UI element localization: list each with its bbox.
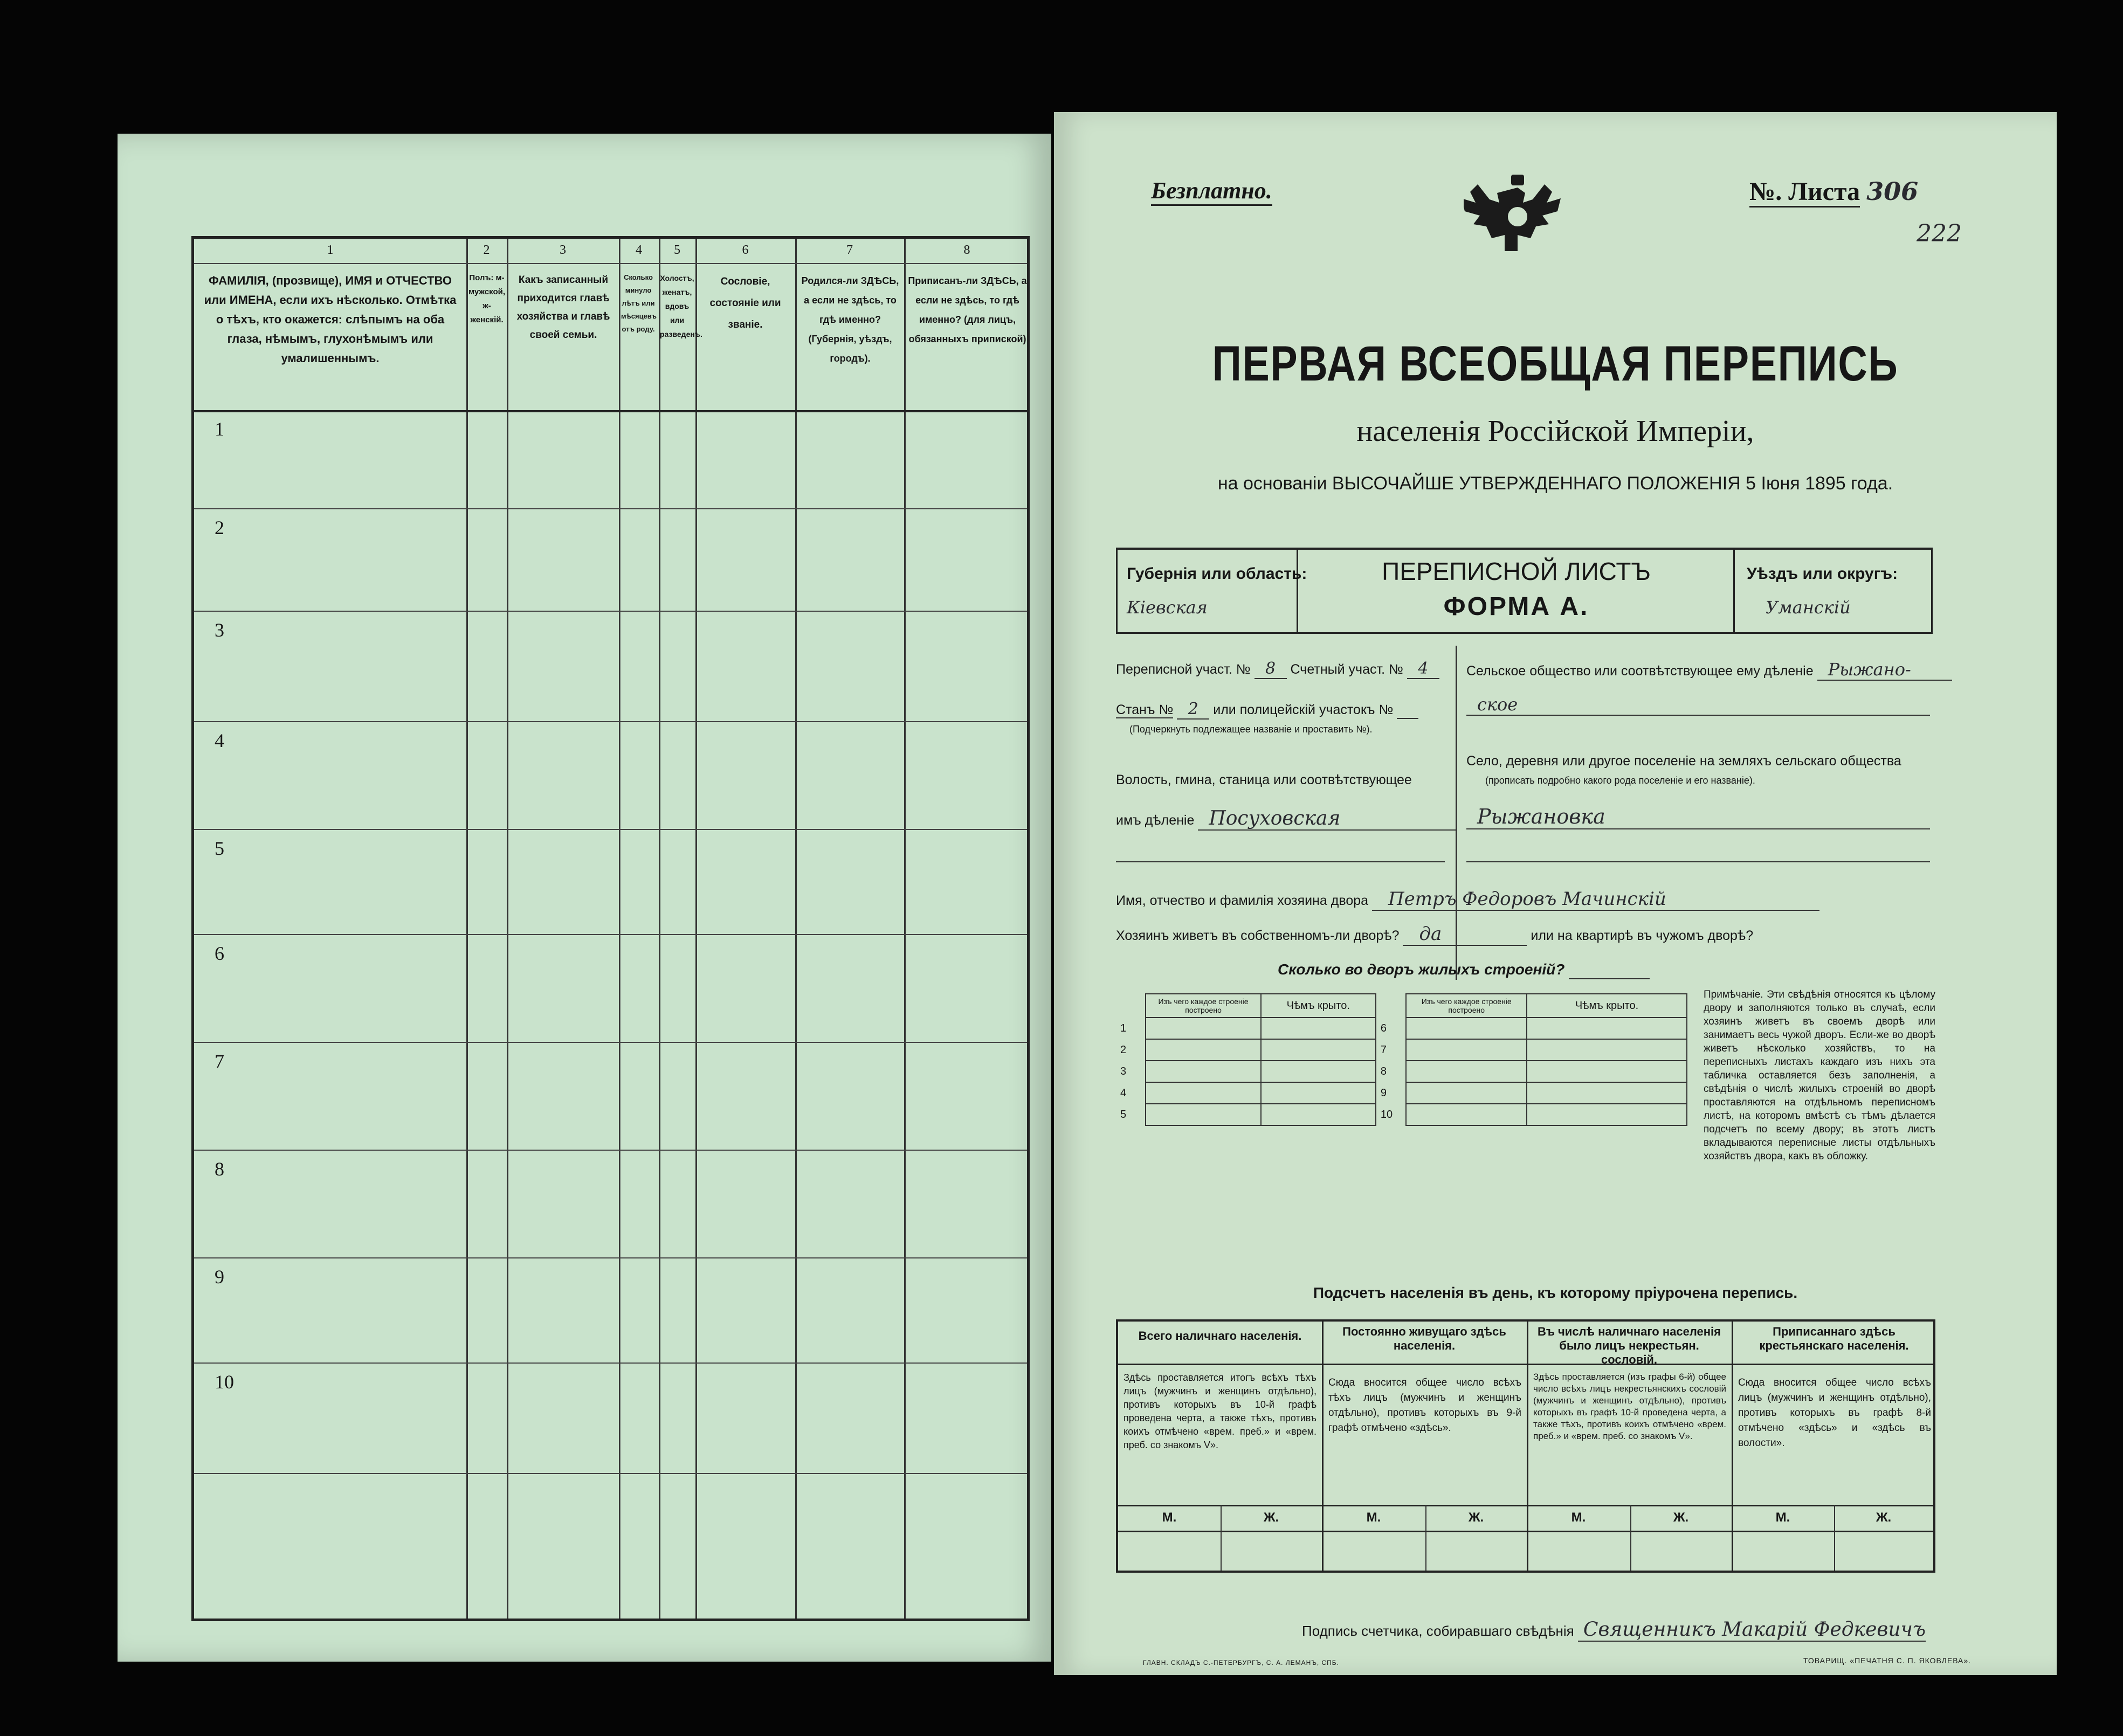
header-box-divider (1733, 548, 1735, 634)
sheet-number-alt: 222 (1917, 220, 1962, 247)
society-value-2: ское (1466, 694, 1930, 716)
gubernia-label: Губернія или область: (1127, 565, 1307, 583)
table-row (1116, 1082, 1687, 1104)
column-header-estate: Сословіе, состояніе или званіе. (709, 276, 781, 330)
police-field (1397, 702, 1418, 719)
row-number: 7 (215, 1050, 224, 1072)
row-line (194, 934, 1027, 935)
column-header-name: ФАМИЛІЯ, (прозвище), ИМЯ и ОТЧЕСТВО или ИМЕНА, если ихъ нѣсколько. Отмѣтка о тѣхъ, кто окажется: слѣпымъ на оба глаза, нѣмымъ, глухонѣмымъ или умалишеннымъ. (204, 274, 457, 365)
summary-rule (1118, 1505, 1933, 1506)
summary-desc-permanent: Сюда вносится общее число всѣхъ тѣхъ лицъ (мужчинъ и женщинъ отдѣльно), противъ которыхъ въ 9-й графѣ отмѣчено «здѣсь». (1328, 1377, 1521, 1434)
village-value: Рыжановка (1466, 805, 1930, 829)
census-district-value: 8 (1254, 659, 1287, 679)
sheet-form: ФОРМА А. (1443, 592, 1589, 621)
summary-desc-total: Здѣсь проставляется итогъ всѣхъ тѣхъ лицъ (мужчинъ и женщинъ отдѣльно), противъ которыхъ въ 10-й графѣ проведена черта, а также тѣхъ, противъ коихъ отмѣчено «врем. преб.» и «врем. преб. со знакомъ V». (1123, 1372, 1316, 1450)
column-header-relation: Какъ записанный приходится главѣ хозяйства и главѣ своей семьи. (516, 274, 610, 341)
summary-head-permanent: Постоянно живущаго здѣсь населенія. (1342, 1325, 1506, 1352)
row-line (194, 1473, 1027, 1474)
column-header-registered: Приписанъ-ли ЗДѢСЬ, а если не здѣсь, то гдѣ именно? (для лицъ, обязанныхъ припиской) (908, 275, 1027, 344)
row-line (194, 1362, 1027, 1364)
sheet-title: ПЕРЕПИСНОЙ ЛИСТЪ (1382, 557, 1651, 585)
row-line (194, 829, 1027, 830)
summary-title: Подсчетъ населенія въ день, къ которому пріурочена перепись. (1313, 1284, 1798, 1301)
household-members-grid (191, 236, 1030, 1621)
grid-divider-fine (620, 239, 621, 1619)
column-number-4: 4 (636, 243, 642, 257)
printer-right: ТОВАРИЩ. «ПЕЧАТНЯ С. П. ЯКОВЛЕВА». (1803, 1656, 1972, 1665)
summary-rule (1118, 1531, 1933, 1532)
male-label: М. (1571, 1510, 1586, 1525)
buildings-question: Сколько во дворъ жилыхъ строеній? (1278, 961, 1565, 978)
summary-rule (1118, 1364, 1933, 1365)
left-page (118, 134, 1051, 1662)
buildings-line (1278, 961, 1650, 979)
column-number-2: 2 (483, 243, 490, 257)
row-number: 6 (215, 943, 224, 964)
male-label: М. (1162, 1510, 1177, 1525)
header-bottom-line (194, 410, 1027, 412)
district-line (1116, 659, 1439, 679)
summary-head-registered: Приписаннаго здѣсь крестьянскаго населенія. (1759, 1325, 1909, 1352)
buildings-col-material-2: Изъ чего каждое строеніе построено (1406, 994, 1527, 1018)
row-line (194, 611, 1027, 612)
census-basis: на основаніи ВЫСОЧАЙШЕ УТВЕРЖДЕННАГО ПОЛОЖЕНІЯ 5 Іюня 1895 года. (1217, 473, 1893, 494)
signature-line (1302, 1619, 1926, 1642)
column-number-3: 3 (560, 243, 566, 257)
row-number: 7 (1380, 1043, 1387, 1056)
row-number: 3 (215, 619, 224, 641)
grid-divider (466, 239, 468, 1619)
stan-label: Станъ № (1116, 702, 1174, 717)
sheet-number (1749, 177, 1918, 206)
row-number: 5 (215, 838, 224, 859)
sheet-number-value: 306 (1866, 177, 1919, 206)
uezd-label: Уѣздъ или округъ: (1747, 565, 1898, 583)
female-label: Ж. (1673, 1510, 1689, 1525)
volost-value: Посуховская (1198, 807, 1457, 831)
volost-line (1116, 807, 1457, 831)
header-number-line (194, 263, 1027, 264)
female-label: Ж. (1263, 1510, 1279, 1525)
gubernia-value: Кіевская (1127, 597, 1208, 618)
uezd-value: Уманскій (1766, 597, 1851, 618)
column-number-1: 1 (327, 243, 334, 257)
own-yard-label: Хозяинъ живетъ въ собственномъ-ли дворѣ? (1116, 928, 1400, 943)
row-number: 4 (1120, 1087, 1127, 1099)
column-number-6: 6 (742, 243, 749, 257)
column-header-sex: Полъ: м-мужской, ж-женскій. (468, 273, 506, 324)
owner-line (1116, 888, 1819, 911)
double-headed-eagle-icon (1464, 171, 1571, 263)
stan-value: 2 (1177, 700, 1209, 720)
row-line (194, 721, 1027, 722)
row-number: 4 (215, 730, 224, 751)
row-line (194, 508, 1027, 509)
row-number: 3 (1120, 1065, 1127, 1077)
row-number: 10 (215, 1371, 234, 1393)
row-number: 2 (1120, 1043, 1127, 1056)
male-label: М. (1366, 1510, 1381, 1525)
row-number: 1 (215, 418, 224, 440)
row-number: 5 (1120, 1108, 1127, 1121)
row-number: 8 (215, 1158, 224, 1180)
summary-head-nonpeasant: Въ числѣ наличнаго населенія было лицъ некрестьян. сословій. (1537, 1325, 1721, 1366)
summary-divider (1527, 1322, 1528, 1571)
buildings-col-roof-2: Чѣмъ крыто. (1527, 994, 1687, 1018)
sheet-number-label: №. Листа (1749, 177, 1860, 208)
row-number: 9 (215, 1266, 224, 1288)
column-header-birthplace: Родился-ли ЗДѢСЬ, а если не здѣсь, то гдѣ именно? (Губернія, уѣздъ, городъ). (801, 275, 899, 364)
summary-table (1116, 1319, 1935, 1573)
count-district-value: 4 (1407, 659, 1439, 679)
table-row (1116, 1039, 1687, 1061)
column-header-age: Сколько минуло лѣтъ или мѣсяцевъ отъ роду. (621, 273, 657, 333)
stan-line (1116, 700, 1418, 720)
society-line (1466, 659, 1952, 681)
grid-divider (695, 239, 697, 1619)
female-label: Ж. (1876, 1510, 1892, 1525)
table-row (1116, 1018, 1687, 1039)
volost-label-2: имъ дѣленіе (1116, 813, 1195, 828)
count-district-label: Счетный участ. № (1290, 662, 1403, 677)
female-label: Ж. (1468, 1510, 1484, 1525)
row-number: 1 (1120, 1022, 1127, 1034)
row-number: 8 (1380, 1065, 1387, 1077)
column-number-8: 8 (963, 243, 970, 257)
free-label: Безплатно. (1151, 177, 1272, 206)
society-label: Сельское общество или соотвѣтствующее ему дѣленіе (1466, 663, 1814, 679)
summary-head-total: Всего наличнаго населенія. (1138, 1329, 1302, 1343)
buildings-col-material: Изъ чего каждое строеніе построено (1146, 994, 1260, 1018)
row-number: 6 (1380, 1022, 1387, 1034)
grid-divider (507, 239, 508, 1619)
table-row (1116, 1104, 1687, 1125)
summary-desc-registered: Сюда вносится общее число всѣхъ лицъ (мужчинъ и женщинъ отдѣльно), противъ которыхъ въ графѣ 8-й отмѣчено «здѣсь» и «здѣсь въ волости». (1738, 1377, 1931, 1449)
village-extra-line (1466, 861, 1930, 862)
header-box-divider (1297, 548, 1298, 634)
buildings-col-roof: Чѣмъ крыто. (1261, 994, 1376, 1018)
owner-value: Петръ Федоровъ Мачинскій (1372, 888, 1819, 911)
society-value-1: Рыжано- (1817, 659, 1952, 681)
table-row (1116, 1061, 1687, 1082)
village-label: Село, деревня или другое поселеніе на земляхъ сельскаго общества (1466, 753, 1901, 769)
summary-desc-nonpeasant: Здѣсь проставляется (изъ графы 6-й) общее число всѣхъ лицъ некрестьянскихъ сословій (мужчинъ и женщинъ отдѣльно), противъ которыхъ въ графѣ 10-й проведена черта, а также тѣхъ, противъ коихъ отмѣчено «врем. преб.» и «врем. преб. со знакомъ V». (1533, 1372, 1726, 1441)
row-line (194, 1150, 1027, 1151)
header-box-rule (1116, 548, 1933, 550)
signature-value: Священникъ Макарій Федкевичъ (1578, 1619, 1926, 1642)
printer-left: ГЛАВН. СКЛАДЪ С.-ПЕТЕРБУРГЪ, С. А. ЛЕМАНЪ, СПБ. (1143, 1659, 1340, 1666)
grid-divider (795, 239, 797, 1619)
column-number-5: 5 (674, 243, 680, 257)
row-number: 9 (1380, 1087, 1387, 1099)
column-number-7: 7 (846, 243, 853, 257)
residence-line (1116, 923, 1753, 946)
census-title: ПЕРВАЯ ВСЕОБЩАЯ ПЕРЕПИСЬ (1212, 336, 1899, 391)
row-number: 10 (1380, 1108, 1393, 1121)
buildings-field (1569, 961, 1650, 979)
census-district-label: Переписной участ. № (1116, 662, 1251, 677)
village-note: (прописать подробно какого рода поселеніе и его названіе). (1485, 775, 1755, 786)
row-line (194, 1042, 1027, 1043)
buildings-note: Примѣчаніе. Эти свѣдѣнія относятся къ цѣлому двору и заполняются только въ случаѣ, если хозяинъ живетъ въ своемъ дворѣ или занимаетъ весь чужой дворъ. Если-же во дворѣ живетъ нѣсколько хозяйствъ, то на переписныхъ листахъ каждаго изъ нихъ эта табличка оставляется безъ заполненія, а свѣдѣнія о числѣ жилыхъ строеній во дворѣ проставляются на отдѣльномъ переписномъ листѣ, на которомъ вмѣстѣ съ тѣмъ дѣлается подсчетъ по всему двору; въ этотъ листъ вкладываются переписные листы отдѣльныхъ хозяйствъ двора, какъ въ обложку. (1704, 989, 1935, 1162)
underline-note: (Подчеркнуть подлежащее названіе и проставить №). (1129, 724, 1373, 735)
police-label: или полицейскій участокъ № (1213, 702, 1394, 717)
right-page (1054, 112, 2057, 1675)
column-header-marital: Холостъ, женатъ, вдовъ или разведенъ. (660, 274, 702, 338)
volost-label-1: Волость, гмина, станица или соотвѣтствующее (1116, 772, 1412, 787)
rent-label: или на квартирѣ въ чужомъ дворѣ? (1531, 928, 1754, 943)
grid-divider (659, 239, 660, 1619)
male-label: М. (1775, 1510, 1790, 1525)
own-yard-value: да (1403, 923, 1527, 946)
signature-label: Подпись счетчика, собиравшаго свѣдѣнія (1302, 1623, 1574, 1639)
volost-extra-line (1116, 861, 1445, 862)
buildings-table (1116, 993, 1687, 1126)
summary-divider (1732, 1322, 1733, 1571)
summary-divider (1322, 1322, 1324, 1571)
row-number: 2 (215, 517, 224, 538)
census-subtitle: населенія Россійской Имперіи, (1356, 414, 1754, 448)
row-line (194, 1257, 1027, 1258)
grid-divider (904, 239, 906, 1619)
owner-label: Имя, отчество и фамилія хозяина двора (1116, 893, 1369, 908)
